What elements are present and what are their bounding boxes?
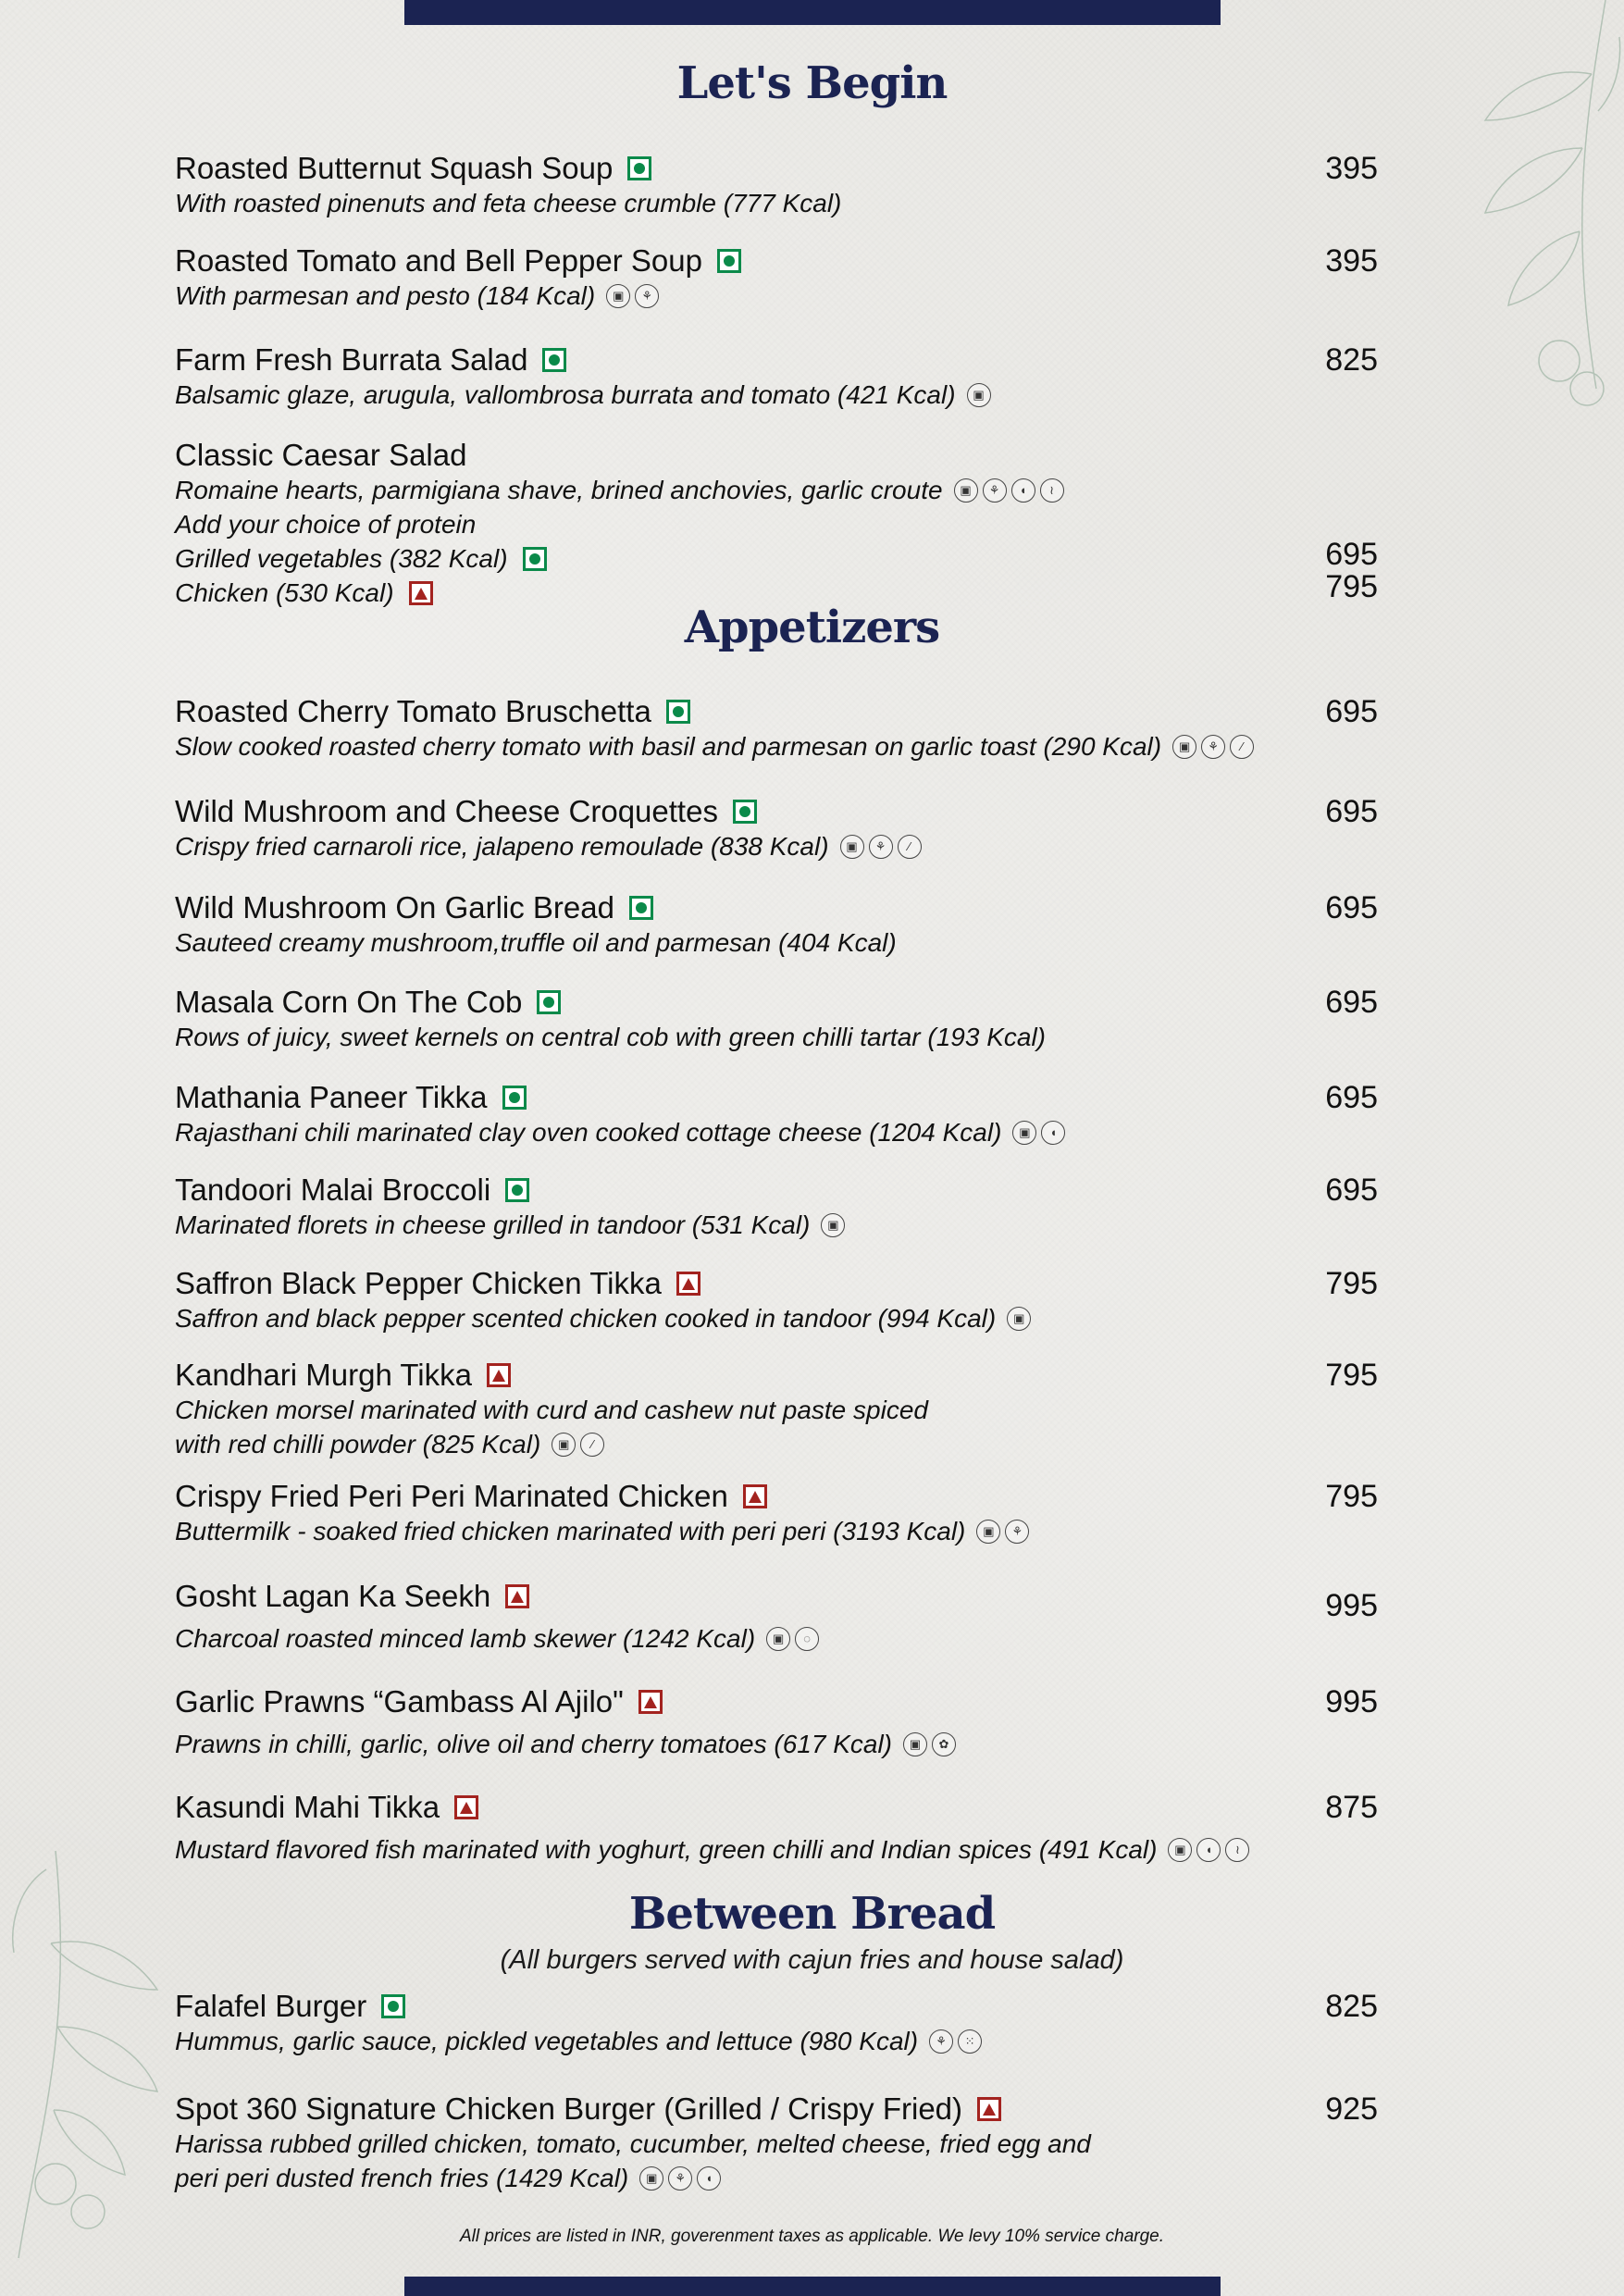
mustard-icon: ◌	[795, 1627, 819, 1651]
item-description: With parmesan and pesto (184 Kcal)	[175, 281, 596, 310]
veg-icon	[733, 800, 757, 824]
dairy-icon: ▣	[552, 1433, 576, 1457]
nonveg-icon	[977, 2097, 1001, 2121]
nonveg-icon	[454, 1795, 478, 1819]
menu-item	[175, 1173, 1378, 1242]
footer-note: All prices are listed in INR, goverenment taxes as applicable. We levy 10% service charge.	[459, 2227, 1165, 2246]
gluten-icon: ⚘	[869, 835, 893, 859]
item-description: Marinated florets in cheese grilled in tandoor (531 Kcal)	[175, 1210, 811, 1239]
item-price: 395	[1325, 151, 1378, 186]
section-title-lets-begin: Let's Begin	[676, 57, 948, 109]
item-price: 695	[1325, 694, 1378, 729]
item-name: Roasted Butternut Squash Soup	[175, 151, 614, 185]
dairy-icon: ▣	[821, 1213, 845, 1237]
veg-icon	[629, 896, 653, 920]
item-name: Kasundi Mahi Tikka	[175, 1790, 440, 1824]
menu-item	[175, 1579, 1378, 1656]
gluten-icon: ⚘	[983, 478, 1007, 503]
shellfish-icon: ✿	[932, 1732, 956, 1756]
item-name: Farm Fresh Burrata Salad	[175, 342, 528, 377]
item-description: Chicken morsel marinated with curd and cashew nut paste spiced	[175, 1396, 928, 1424]
item-description: Mustard flavored fish marinated with yoghurt, green chilli and Indian spices (491 Kcal)	[175, 1835, 1158, 1864]
dairy-icon: ▣	[840, 835, 864, 859]
menu-item	[175, 1266, 1378, 1335]
menu-item	[175, 1989, 1378, 2058]
item-name: Wild Mushroom and Cheese Croquettes	[175, 794, 718, 828]
item-description: Buttermilk - soaked fried chicken marinated with peri peri (3193 Kcal)	[175, 1517, 966, 1545]
item-name: Falafel Burger	[175, 1989, 367, 2023]
dairy-icon: ▣	[967, 383, 991, 407]
item-description: Crispy fried carnaroli rice, jalapeno remoulade (838 Kcal)	[175, 832, 829, 861]
menu-item	[175, 890, 1378, 960]
veg-icon	[381, 1994, 405, 2018]
nonveg-icon	[505, 1584, 529, 1608]
item-name: Roasted Tomato and Bell Pepper Soup	[175, 243, 702, 278]
nut-icon: ∕	[898, 835, 922, 859]
menu-item	[175, 1684, 1378, 1761]
gluten-icon: ⚘	[668, 2166, 692, 2191]
dairy-icon: ▣	[903, 1732, 927, 1756]
protein-option: Grilled vegetables (382 Kcal)	[175, 544, 508, 573]
menu-item	[175, 2091, 1378, 2195]
item-price: 795	[1325, 1266, 1378, 1301]
menu-item-caesar	[175, 438, 1378, 610]
item-name: Classic Caesar Salad	[175, 438, 467, 472]
menu-item	[175, 1080, 1378, 1149]
item-description: With roasted pinenuts and feta cheese crumble (777 Kcal)	[175, 189, 842, 217]
nonveg-icon	[638, 1690, 663, 1714]
veg-icon	[537, 990, 561, 1014]
dairy-icon: ▣	[606, 284, 630, 308]
menu-item	[175, 151, 1378, 220]
item-price: 695	[1325, 794, 1378, 829]
menu-item	[175, 985, 1378, 1054]
item-description: Balsamic glaze, arugula, vallombrosa burrata and tomato (421 Kcal)	[175, 380, 956, 409]
gluten-icon: ⚘	[929, 2029, 953, 2054]
item-name: Crispy Fried Peri Peri Marinated Chicken	[175, 1479, 728, 1513]
veg-icon	[502, 1086, 527, 1110]
nonveg-icon	[676, 1272, 700, 1296]
item-name: Garlic Prawns “Gambass Al Ajilo"	[175, 1684, 624, 1719]
item-price: 795	[1325, 1479, 1378, 1514]
egg-icon: ◖	[1041, 1121, 1065, 1145]
item-name: Roasted Cherry Tomato Bruschetta	[175, 694, 651, 728]
dairy-icon: ▣	[766, 1627, 790, 1651]
item-name: Wild Mushroom On Garlic Bread	[175, 890, 614, 925]
veg-icon	[627, 156, 651, 180]
item-name: Gosht Lagan Ka Seekh	[175, 1579, 491, 1613]
item-price: 695	[1325, 890, 1378, 925]
dairy-icon: ▣	[1007, 1307, 1031, 1331]
menu-item	[175, 342, 1378, 412]
dairy-icon: ▣	[1172, 735, 1196, 759]
veg-icon	[523, 547, 547, 571]
section-title-between-bread: Between Bread	[628, 1888, 996, 1940]
gluten-icon: ⚘	[1005, 1520, 1029, 1544]
dairy-icon: ▣	[954, 478, 978, 503]
veg-icon	[505, 1178, 529, 1202]
top-navy-bar	[404, 0, 1221, 25]
item-description: Slow cooked roasted cherry tomato with basil and parmesan on garlic toast (290 Kcal)	[175, 732, 1162, 761]
egg-icon: ◖	[697, 2166, 721, 2191]
gluten-icon: ⚘	[1201, 735, 1225, 759]
egg-icon: ◖	[1196, 1838, 1221, 1862]
item-price: 875	[1325, 1790, 1378, 1825]
menu-item	[175, 1358, 1378, 1461]
nut-icon: ∕	[580, 1433, 604, 1457]
item-price: 395	[1325, 243, 1378, 279]
dairy-icon: ▣	[639, 2166, 663, 2191]
menu-item	[175, 243, 1378, 313]
egg-icon: ◖	[1011, 478, 1035, 503]
nut-icon: ∕	[1230, 735, 1254, 759]
nonveg-icon	[487, 1363, 511, 1387]
item-description: Rajasthani chili marinated clay oven cooked cottage cheese (1204 Kcal)	[175, 1118, 1002, 1147]
item-price: 995	[1325, 1588, 1378, 1623]
dairy-icon: ▣	[976, 1520, 1000, 1544]
item-price: 825	[1325, 1989, 1378, 2024]
item-description: Harissa rubbed grilled chicken, tomato, cucumber, melted cheese, fried egg and	[175, 2129, 1091, 2158]
item-description: Sauteed creamy mushroom,truffle oil and parmesan (404 Kcal)	[175, 928, 897, 957]
menu-item	[175, 694, 1378, 763]
item-price: 695	[1325, 1173, 1378, 1208]
item-price: 695	[1325, 1080, 1378, 1115]
item-description: Hummus, garlic sauce, pickled vegetables and lettuce (980 Kcal)	[175, 2027, 919, 2055]
fish-icon: ≀	[1040, 478, 1064, 503]
item-description-continued: peri peri dusted french fries (1429 Kcal)	[175, 2164, 629, 2192]
item-description: Rows of juicy, sweet kernels on central cob with green chilli tartar (193 Kcal)	[175, 1023, 1046, 1051]
item-name: Saffron Black Pepper Chicken Tikka	[175, 1266, 662, 1300]
item-name: Kandhari Murgh Tikka	[175, 1358, 472, 1392]
item-description: Romaine hearts, parmigiana shave, brined anchovies, garlic croute	[175, 476, 943, 504]
item-price: 825	[1325, 342, 1378, 378]
item-price: 695	[1325, 985, 1378, 1020]
menu-item	[175, 794, 1378, 863]
item-price: 795	[1325, 569, 1378, 604]
item-name: Spot 360 Signature Chicken Burger (Grilled / Crispy Fried)	[175, 2091, 963, 2126]
section-title-appetizers: Appetizers	[684, 602, 940, 653]
item-price: 925	[1325, 2091, 1378, 2127]
menu-item	[175, 1790, 1378, 1867]
item-description: Prawns in chilli, garlic, olive oil and cherry tomatoes (617 Kcal)	[175, 1730, 892, 1758]
gluten-icon: ⚘	[635, 284, 659, 308]
menu-item	[175, 1479, 1378, 1548]
section-subtitle: (All burgers served with cajun fries and house salad)	[500, 1945, 1124, 1975]
item-name: Masala Corn On The Cob	[175, 985, 523, 1019]
veg-icon	[542, 348, 566, 372]
item-price: 695	[1325, 537, 1378, 572]
item-price: 995	[1325, 1684, 1378, 1719]
item-price: 795	[1325, 1358, 1378, 1393]
protein-option: Chicken (530 Kcal)	[175, 578, 394, 607]
veg-icon	[666, 700, 690, 724]
dairy-icon: ▣	[1012, 1121, 1036, 1145]
bottom-navy-bar	[404, 2277, 1221, 2296]
item-description-continued: with red chilli powder (825 Kcal)	[175, 1430, 541, 1458]
protein-choice-label: Add your choice of protein	[175, 510, 477, 539]
dairy-icon: ▣	[1168, 1838, 1192, 1862]
item-name: Tandoori Malai Broccoli	[175, 1173, 491, 1207]
item-description: Saffron and black pepper scented chicken cooked in tandoor (994 Kcal)	[175, 1304, 997, 1333]
item-name: Mathania Paneer Tikka	[175, 1080, 488, 1114]
nonveg-icon	[743, 1484, 767, 1508]
fish-icon: ≀	[1225, 1838, 1249, 1862]
item-description: Charcoal roasted minced lamb skewer (1242 Kcal)	[175, 1624, 756, 1653]
sesame-icon: ⁙	[958, 2029, 982, 2054]
veg-icon	[717, 249, 741, 273]
